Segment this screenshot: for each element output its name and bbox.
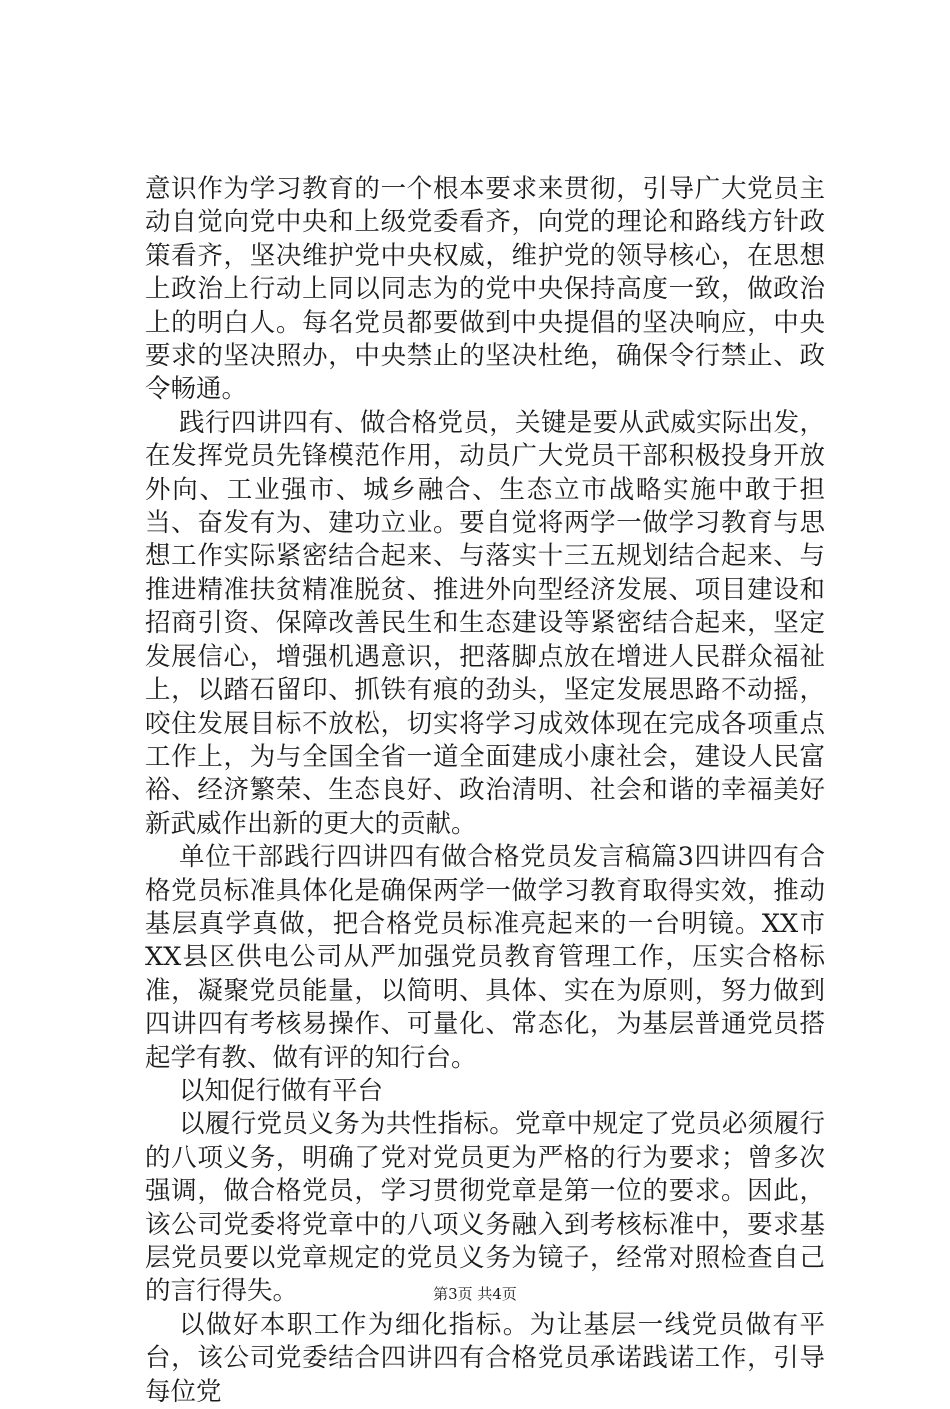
- paragraph-1: 意识作为学习教育的一个根本要求来贯彻，引导广大党员主动自觉向党中央和上级党委看齐，向党的理论和路线方针政策看齐，坚决维护党中央权威，维护党的领导核心，在思想上政治上行动上同以同志为的党中央保持高度一致，做政治上的明白人。每名党员都要做到中央提倡的坚决响应，中央要求的坚决照办，中央禁止的坚决杜绝，确保令行禁止、政令畅通。: [145, 174, 825, 405]
- paragraph-3: 单位干部践行四讲四有做合格党员发言稿篇3四讲四有合格党员标准具体化是确保两学一做学习教育取得实效，推动基层真学真做，把合格党员标准亮起来的一台明镜。XX市XX县区供电公司从严加强党员教育管理工作，压实合格标准，凝聚党员能量，以简明、具体、实在为原则，努力做到四讲四有考核易操作、可量化、常态化，为基层普通党员搭起学有教、做有评的知行台。: [145, 842, 825, 1073]
- paragraph-2: 践行四讲四有、做合格党员，关键是要从武威实际出发，在发挥党员先锋模范作用，动员广大党员干部积极投身开放外向、工业强市、城乡融合、生态立市战略实施中敢于担当、奋发有为、建功立业。要自觉将两学一做学习教育与思想工作实际紧密结合起来、与落实十三五规划结合起来、与推进精准扶贫精准脱贫、推进外向型经济发展、项目建设和招商引资、保障改善民生和生态建设等紧密结合起来，坚定发展信心，增强机遇意识，把落脚点放在增进人民群众福祉上，以踏石留印、抓铁有痕的劲头，坚定发展思路不动摇，咬住发展目标不放松，切实将学习成效体现在完成各项重点工作上，为与全国全省一道全面建成小康社会，建设人民富裕、经济繁荣、生态良好、政治清明、社会和谐的幸福美好新武威作出新的更大的贡献。: [145, 407, 825, 839]
- section-heading: 以知促行做有平台: [179, 1075, 384, 1106]
- document-body: [145, 173, 825, 1409]
- paragraph-5: 以做好本职工作为细化指标。为让基层一线党员做有平台，该公司党委结合四讲四有合格党员承诺践诺工作，引导每位党: [145, 1309, 825, 1407]
- page-number-footer: 第3页 共4页: [433, 1285, 517, 1303]
- paragraph-4: 以履行党员义务为共性指标。党章中规定了党员必须履行的八项义务，明确了党对党员更为严格的行为要求；曾多次强调，做合格党员，学习贯彻党章是第一位的要求。因此，该公司党委将党章中的八项义务融入到考核标准中，要求基层党员要以党章规定的党员义务为镜子，经常对照检查自己的言行得失。: [145, 1109, 825, 1307]
